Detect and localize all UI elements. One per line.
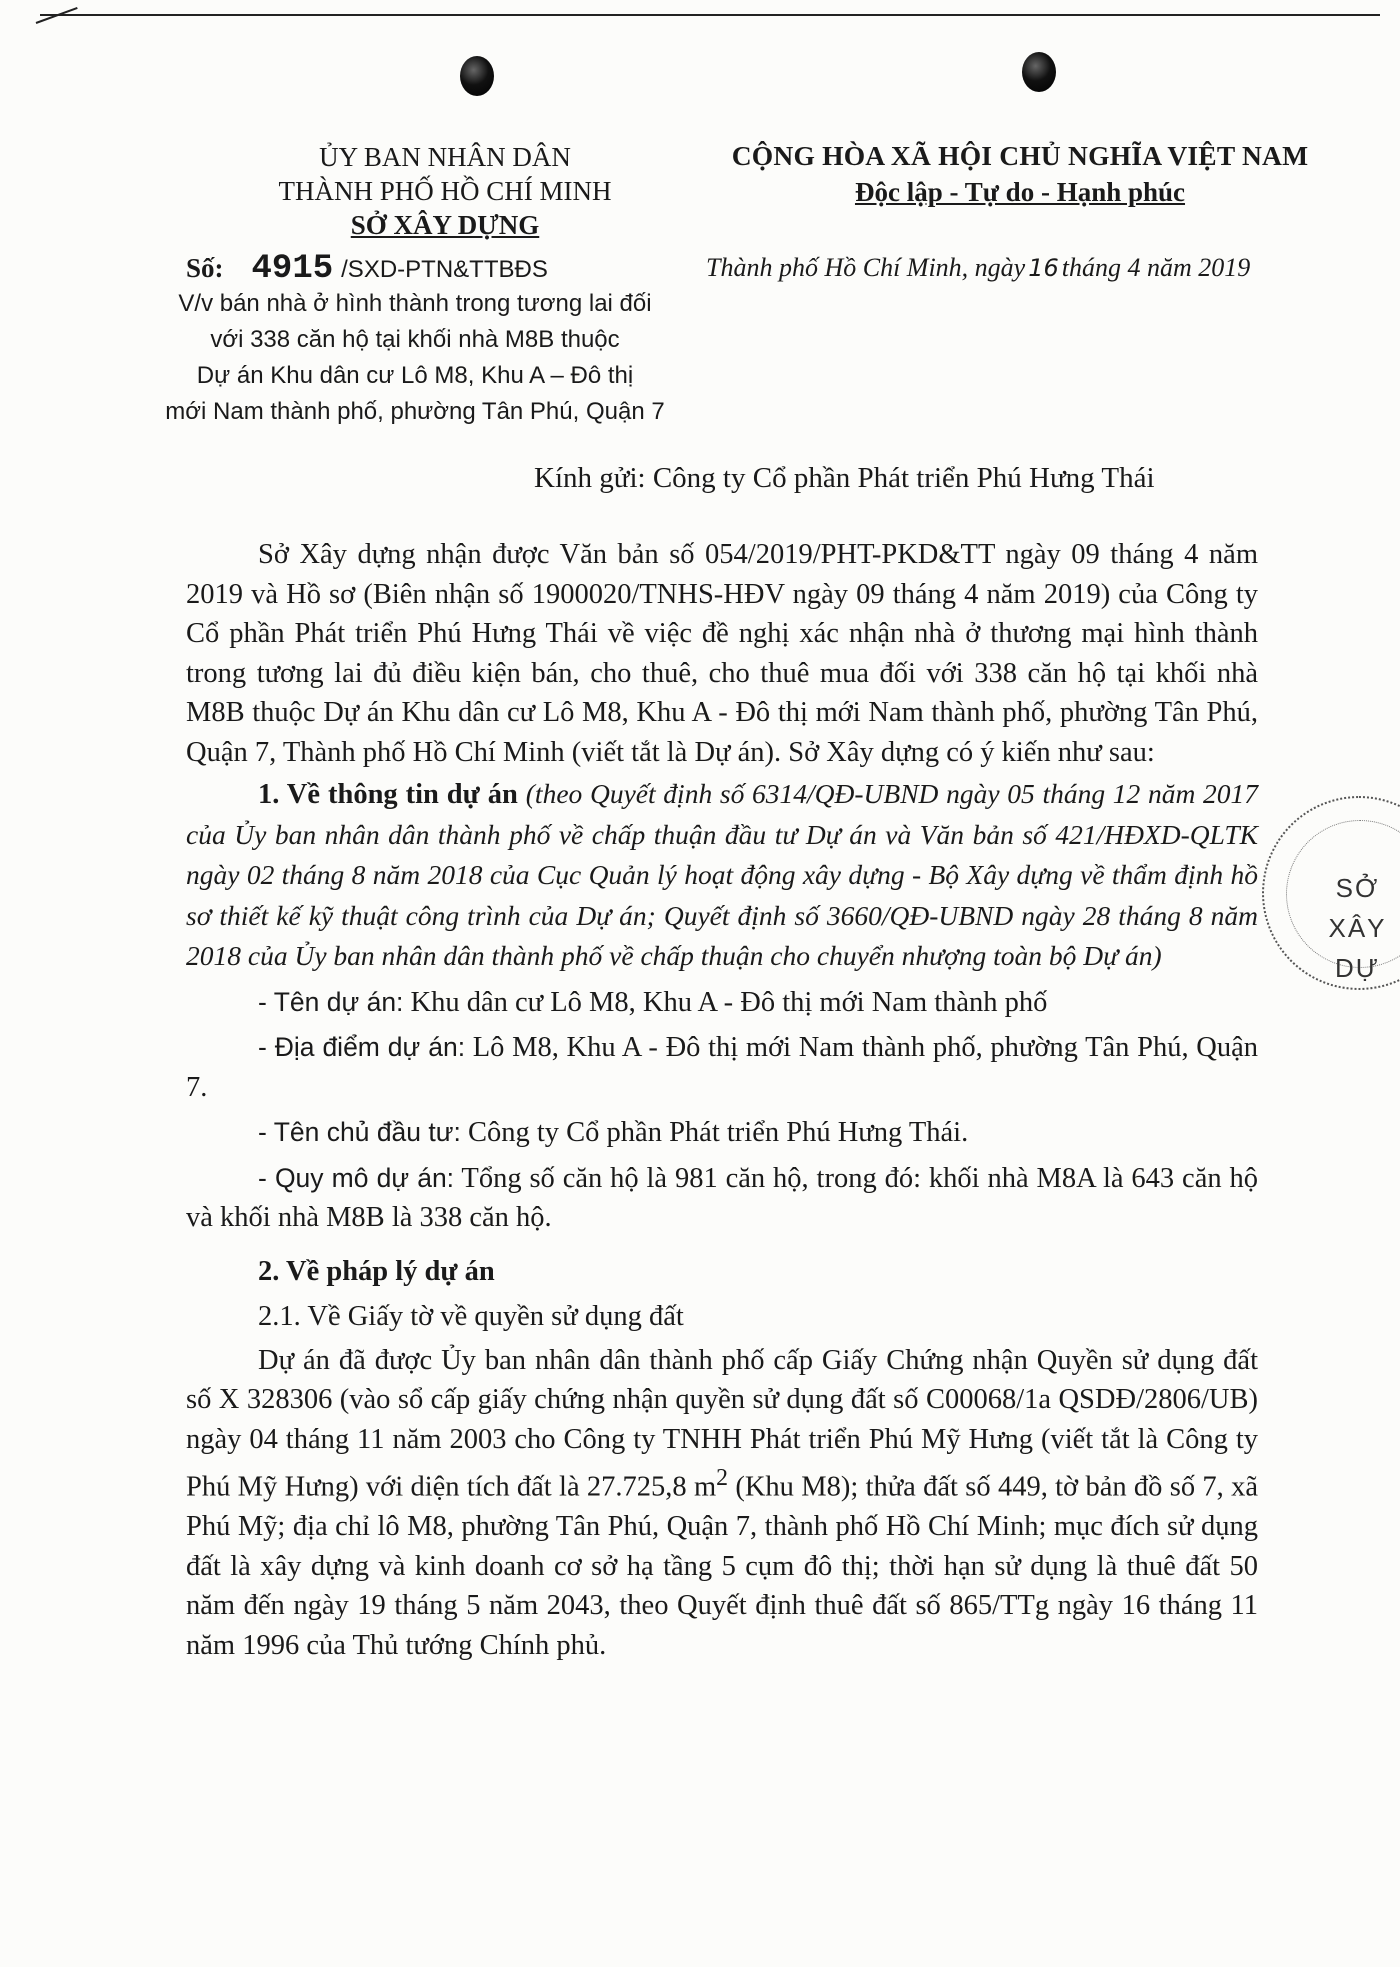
area-unit-superscript: 2 <box>716 1465 729 1491</box>
investor-item <box>186 1113 1258 1153</box>
section-1-basis: (theo Quyết định số 6314/QĐ-UBND ngày 05 tháng 12 năm 2017 của Ủy ban nhân dân thành phố về chấp thuận đầu tư Dự án và Văn bản số 421/HĐXD-QLTK ngày 02 tháng 8 năm 2018 của Cục Quản lý hoạt động xây dựng - Bộ Xây dựng về thẩm định hồ sơ thiết kế kỹ thuật công trình của Dự án; Quyết định số 3660/QĐ-UBND ngày 28 tháng 8 năm 2018 của Ủy ban nhân dân thành phố về chấp thuận cho chuyển nhượng toàn bộ Dự án) <box>186 778 1259 971</box>
subject-line-1: V/v bán nhà ở hình thành trong tương lai đối <box>178 290 652 317</box>
investor-value: Công ty Cổ phần Phát triển Phú Hưng Thái. <box>468 1117 969 1148</box>
seal-line-1: SỞ <box>1335 873 1380 903</box>
land-certificate-text-a: Dự án đã được Ủy ban nhân dân thành phố cấp Giấy Chứng nhận Quyền sử dụng đất số X 328306 (vào sổ cấp giấy chứng nhận quyền sử dụng đất số C00068/1a QSDĐ/2806/UB) ngày 04 tháng 11 năm 2003 cho Công ty TNHH Phát triển Phú Mỹ Hưng (viết tắt là Công ty Phú Mỹ Hưng) với diện tích đất là 27.725,8 m <box>186 1344 1258 1503</box>
land-certificate-text-b: (Khu M8); thửa đất số 449, tờ bản đồ số 7, xã Phú Mỹ; địa chỉ lô M8, phường Tân Phú, Quận 7, thành phố Hồ Chí Minh; mục đích sử dụng đất là xây dựng và kinh doanh cơ sở hạ tầng 5 cụm đô thị; thời hạn sử dụng là thuê đất 50 năm đến ngày 19 tháng 5 năm 2043, theo Quyết định thuê đất số 865/TTg ngày 16 tháng 11 năm 1996 của Thủ tướng Chính phủ. <box>186 1471 1258 1661</box>
recipient: Kính gửi: Công ty Cổ phần Phát triển Phú Hưng Thái <box>534 462 1155 494</box>
section-2-heading: 2. Về pháp lý dự án <box>258 1255 495 1287</box>
subject-summary <box>130 286 700 430</box>
national-heading <box>700 138 1340 210</box>
punch-hole-left <box>460 56 494 96</box>
project-name-value: Khu dân cư Lô M8, Khu A - Đô thị mới Nam thành phố <box>410 986 1048 1018</box>
date-day: 16 <box>1028 254 1059 282</box>
date-suffix: tháng 4 năm 2019 <box>1061 253 1251 282</box>
doc-number-suffix: /SXD-PTN&TTBĐS <box>341 256 548 283</box>
project-location-value: Lô M8, Khu A - Đô thị mới Nam thành phố, phường Tân Phú, Quận 7. <box>186 1032 1259 1103</box>
subject-line-3: Dự án Khu dân cư Lô M8, Khu A – Đô thị <box>196 362 634 389</box>
seal-stamp-text <box>1315 868 1400 988</box>
issuing-authority <box>185 140 705 242</box>
doc-number-label: Số: <box>186 253 224 283</box>
section-2-1-heading: 2.1. Về Giấy tờ về quyền sử dụng đất <box>258 1301 684 1332</box>
authority-line-1: ỦY BAN NHÂN DÂN <box>319 142 571 172</box>
seal-line-2: XÂY DỰ <box>1328 913 1387 983</box>
punch-hole-right <box>1022 52 1056 92</box>
date-prefix: Thành phố Hồ Chí Minh, ngày <box>706 253 1026 282</box>
project-name-label: - Tên dự án: <box>258 986 404 1017</box>
project-scale-label: - Quy mô dự án: <box>258 1162 455 1193</box>
doc-number-value: 4915 <box>251 250 334 288</box>
project-location-item <box>186 1028 1258 1107</box>
section-2-1-paragraph <box>186 1341 1258 1666</box>
document-number <box>186 250 548 288</box>
document-date <box>706 253 1250 283</box>
document-body <box>186 535 1258 1665</box>
project-scale-item <box>186 1159 1258 1238</box>
intro-paragraph: Sở Xây dựng nhận được Văn bản số 054/2019/PHT-PKD&TT ngày 09 tháng 4 năm 2019 và Hồ sơ (Biên nhận số 1900020/TNHS-HĐV ngày 09 tháng 4 năm 2019) của Công ty Cổ phần Phát triển Phú Hưng Thái về việc đề nghị xác nhận nhà ở thương mại hình thành trong tương lai đủ điều kiện bán, cho thuê, cho thuê mua đối với 338 căn hộ tại khối nhà M8B thuộc Dự án Khu dân cư Lô M8, Khu A - Đô thị mới Nam thành phố, phường Tân Phú, Quận 7, Thành phố Hồ Chí Minh (viết tắt là Dự án). Sở Xây dựng có ý kiến như sau: <box>186 539 1258 768</box>
department-name: SỞ XÂY DỰNG <box>350 210 540 240</box>
page-top-edge <box>40 14 1380 16</box>
subject-line-2: với 338 căn hộ tại khối nhà M8B thuộc <box>210 326 620 353</box>
nation-name: CỘNG HÒA XÃ HỘI CHỦ NGHĨA VIỆT NAM <box>731 140 1309 171</box>
section-1 <box>186 774 1258 977</box>
authority-line-2: THÀNH PHỐ HỒ CHÍ MINH <box>278 176 612 206</box>
national-motto: Độc lập - Tự do - Hạnh phúc <box>854 177 1186 207</box>
project-scale-value: Tổng số căn hộ là 981 căn hộ, trong đó: khối nhà M8A là 643 căn hộ và khối nhà M8B là 338 căn hộ. <box>186 1162 1258 1233</box>
project-location-label: - Địa điểm dự án: <box>258 1032 466 1062</box>
investor-label: - Tên chủ đầu tư: <box>258 1117 461 1147</box>
subject-line-4: mới Nam thành phố, phường Tân Phú, Quận 7 <box>165 398 665 425</box>
project-name-item <box>186 983 1258 1023</box>
section-1-heading: 1. Về thông tin dự án <box>258 779 518 810</box>
